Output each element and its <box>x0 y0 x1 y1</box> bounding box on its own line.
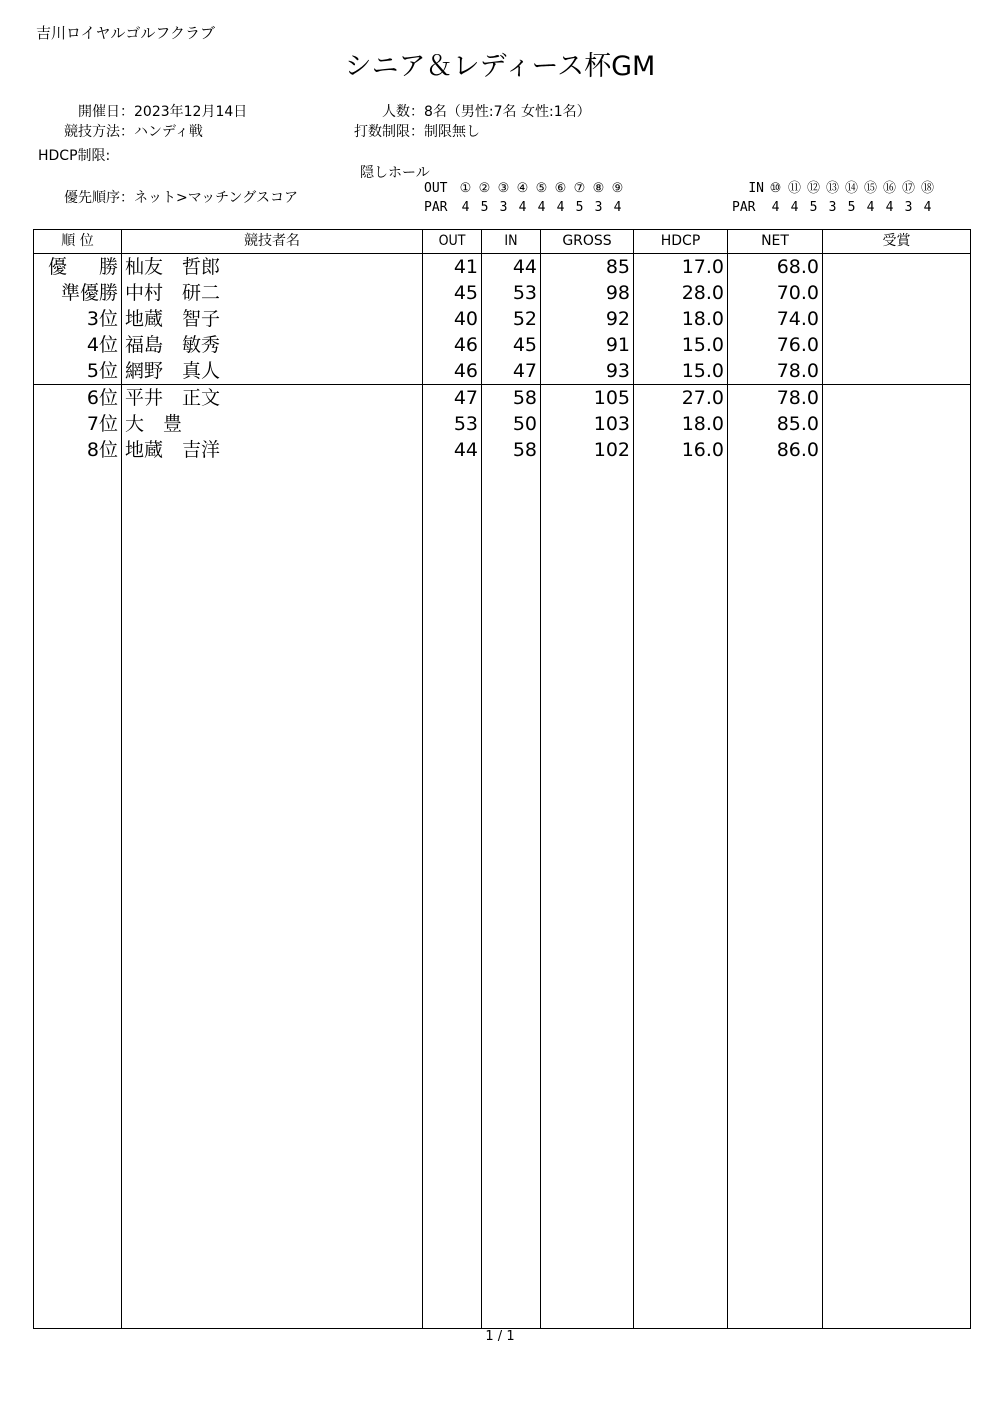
rank-cell: 4位 <box>34 332 122 358</box>
player-name-cell: 大 豊 <box>122 411 423 437</box>
hdcp-cell: 17.0 <box>634 254 728 281</box>
hole-number: ③ <box>497 181 510 196</box>
player-name-cell: 地蔵 吉洋 <box>122 437 423 463</box>
colon: ： <box>120 124 134 140</box>
par-value: 4 <box>866 200 875 215</box>
col-net-header: NET <box>728 230 823 254</box>
net-score-cell: 78.0 <box>728 358 823 385</box>
table-row <box>34 332 971 358</box>
par-value: 3 <box>828 200 837 215</box>
table-row <box>34 358 971 385</box>
hole-number: ⑦ <box>573 181 586 196</box>
gross-score-cell: 105 <box>541 385 634 412</box>
out-score-cell: 40 <box>423 306 482 332</box>
rank-cell: 8位 <box>34 437 122 463</box>
players-label: 人数 <box>382 104 410 120</box>
hidden-holes-label: 隠しホール <box>360 165 430 181</box>
gross-score-cell: 93 <box>541 358 634 385</box>
rank-cell: 7位 <box>34 411 122 437</box>
out-score-cell: 41 <box>423 254 482 281</box>
col-name-header: 競技者名 <box>122 230 423 254</box>
hole-number: ⑥ <box>554 181 567 196</box>
hole-number: ⑯ <box>882 181 896 196</box>
in-score-cell: 52 <box>482 306 541 332</box>
hole-number: ⑧ <box>592 181 605 196</box>
rank-cell: 5位 <box>34 358 122 385</box>
award-cell <box>823 280 971 306</box>
hole-number: ① <box>459 181 472 196</box>
out-par-row <box>424 198 627 217</box>
hdcp-cell: 27.0 <box>634 385 728 412</box>
gross-score-cell: 102 <box>541 437 634 463</box>
award-cell <box>823 385 971 412</box>
gross-score-cell: 103 <box>541 411 634 437</box>
rank-cell: 6位 <box>34 385 122 412</box>
par-value: 5 <box>809 200 818 215</box>
info-priority <box>40 187 298 207</box>
date-value: 2023年12月14日 <box>134 104 248 120</box>
gross-score-cell: 91 <box>541 332 634 358</box>
in-hole-row <box>732 179 937 198</box>
par-value: 5 <box>847 200 856 215</box>
player-name-cell: 福島 敏秀 <box>122 332 423 358</box>
gross-score-cell: 92 <box>541 306 634 332</box>
info-players <box>330 101 591 121</box>
colon: ： <box>410 124 424 140</box>
rank-cell: 準優勝 <box>34 280 122 306</box>
in-score-cell: 50 <box>482 411 541 437</box>
gross-score-cell: 85 <box>541 254 634 281</box>
par-value: 4 <box>613 200 622 215</box>
format-label: 競技方法 <box>64 124 120 140</box>
in-label: IN <box>748 181 764 196</box>
page-title: シニア＆レディース杯GM <box>344 51 656 82</box>
in-score-cell: 47 <box>482 358 541 385</box>
in-score-cell: 44 <box>482 254 541 281</box>
in-score-cell: 53 <box>482 280 541 306</box>
hdcp-cell: 28.0 <box>634 280 728 306</box>
hole-number: ⑰ <box>901 181 915 196</box>
hole-number: ② <box>478 181 491 196</box>
table-row <box>34 306 971 332</box>
out-score-cell: 46 <box>423 358 482 385</box>
award-cell <box>823 306 971 332</box>
out-score-cell: 44 <box>423 437 482 463</box>
hole-number: ④ <box>516 181 529 196</box>
par-value: 4 <box>556 200 565 215</box>
hole-number: ⑱ <box>920 181 934 196</box>
club-name: 吉川ロイヤルゴルフクラブ <box>36 24 215 42</box>
out-score-cell: 47 <box>423 385 482 412</box>
col-gross-header: GROSS <box>541 230 634 254</box>
hole-number: ⑭ <box>844 181 858 196</box>
priority-value: ネット>マッチングスコア <box>134 190 299 206</box>
hole-number: ⑮ <box>863 181 877 196</box>
hdcp-cell: 15.0 <box>634 358 728 385</box>
hole-number: ⑪ <box>787 181 801 196</box>
hole-number: ⑨ <box>611 181 624 196</box>
net-score-cell: 70.0 <box>728 280 823 306</box>
stroke-limit-label: 打数制限 <box>354 124 410 140</box>
award-cell <box>823 411 971 437</box>
net-score-cell: 86.0 <box>728 437 823 463</box>
par-value: 4 <box>790 200 799 215</box>
player-name-cell: 地蔵 智子 <box>122 306 423 332</box>
hdcp-limit-label: HDCP制限: <box>38 148 111 164</box>
players-value: 8名（男性:7名 女性:1名） <box>424 104 591 120</box>
hdcp-cell: 18.0 <box>634 411 728 437</box>
table-row <box>34 385 971 412</box>
player-name-cell: 平井 正文 <box>122 385 423 412</box>
page-number: 1 / 1 <box>485 1329 515 1344</box>
table-row <box>34 411 971 437</box>
col-in-header: IN <box>482 230 541 254</box>
net-score-cell: 85.0 <box>728 411 823 437</box>
rank-cell: 3位 <box>34 306 122 332</box>
table-row <box>34 280 971 306</box>
player-name-cell: 中村 研二 <box>122 280 423 306</box>
par-value: 4 <box>771 200 780 215</box>
player-name-cell: 杣友 哲郎 <box>122 254 423 281</box>
par-value: 4 <box>518 200 527 215</box>
net-score-cell: 76.0 <box>728 332 823 358</box>
par-value: 4 <box>885 200 894 215</box>
net-score-cell: 78.0 <box>728 385 823 412</box>
priority-label: 優先順序 <box>64 190 120 206</box>
colon: ： <box>120 104 134 120</box>
info-date <box>40 101 247 121</box>
out-score-cell: 53 <box>423 411 482 437</box>
date-label: 開催日 <box>78 104 120 120</box>
colon: ： <box>410 104 424 120</box>
col-rank-header: 順 位 <box>34 230 122 254</box>
par-value: 5 <box>575 200 584 215</box>
out-hole-row <box>424 179 627 198</box>
par-value: 4 <box>537 200 546 215</box>
out-label: OUT <box>424 181 448 196</box>
net-score-cell: 68.0 <box>728 254 823 281</box>
hdcp-cell: 15.0 <box>634 332 728 358</box>
table-header-row <box>34 230 971 254</box>
out-score-cell: 45 <box>423 280 482 306</box>
hole-number: ⑩ <box>769 181 782 196</box>
results-table <box>33 229 971 1329</box>
par-value: 3 <box>594 200 603 215</box>
info-format <box>40 121 203 141</box>
hole-number: ⑬ <box>825 181 839 196</box>
par-label: PAR <box>732 200 756 215</box>
col-award-header: 受賞 <box>823 230 971 254</box>
net-score-cell: 74.0 <box>728 306 823 332</box>
par-value: 4 <box>461 200 470 215</box>
in-holes-grid <box>732 179 937 217</box>
award-cell <box>823 358 971 385</box>
in-score-cell: 45 <box>482 332 541 358</box>
format-value: ハンディ戦 <box>134 124 203 140</box>
in-score-cell: 58 <box>482 385 541 412</box>
in-score-cell: 58 <box>482 437 541 463</box>
rank-cell: 優 勝 <box>34 254 122 281</box>
table-filler-row <box>34 463 971 1329</box>
hdcp-cell: 18.0 <box>634 306 728 332</box>
in-par-row <box>732 198 937 217</box>
hole-number: ⑫ <box>806 181 820 196</box>
col-out-header: OUT <box>423 230 482 254</box>
table-row <box>34 437 971 463</box>
stroke-limit-value: 制限無し <box>424 124 480 140</box>
col-hdcp-header: HDCP <box>634 230 728 254</box>
table-row <box>34 254 971 281</box>
info-stroke-limit <box>310 121 480 141</box>
par-label: PAR <box>424 200 448 215</box>
player-name-cell: 網野 真人 <box>122 358 423 385</box>
par-value: 3 <box>904 200 913 215</box>
par-value: 3 <box>499 200 508 215</box>
hole-number: ⑤ <box>535 181 548 196</box>
award-cell <box>823 254 971 281</box>
out-holes-grid <box>424 179 627 217</box>
colon: ： <box>120 190 134 206</box>
gross-score-cell: 98 <box>541 280 634 306</box>
hdcp-cell: 16.0 <box>634 437 728 463</box>
award-cell <box>823 437 971 463</box>
par-value: 4 <box>923 200 932 215</box>
par-value: 5 <box>480 200 489 215</box>
award-cell <box>823 332 971 358</box>
out-score-cell: 46 <box>423 332 482 358</box>
